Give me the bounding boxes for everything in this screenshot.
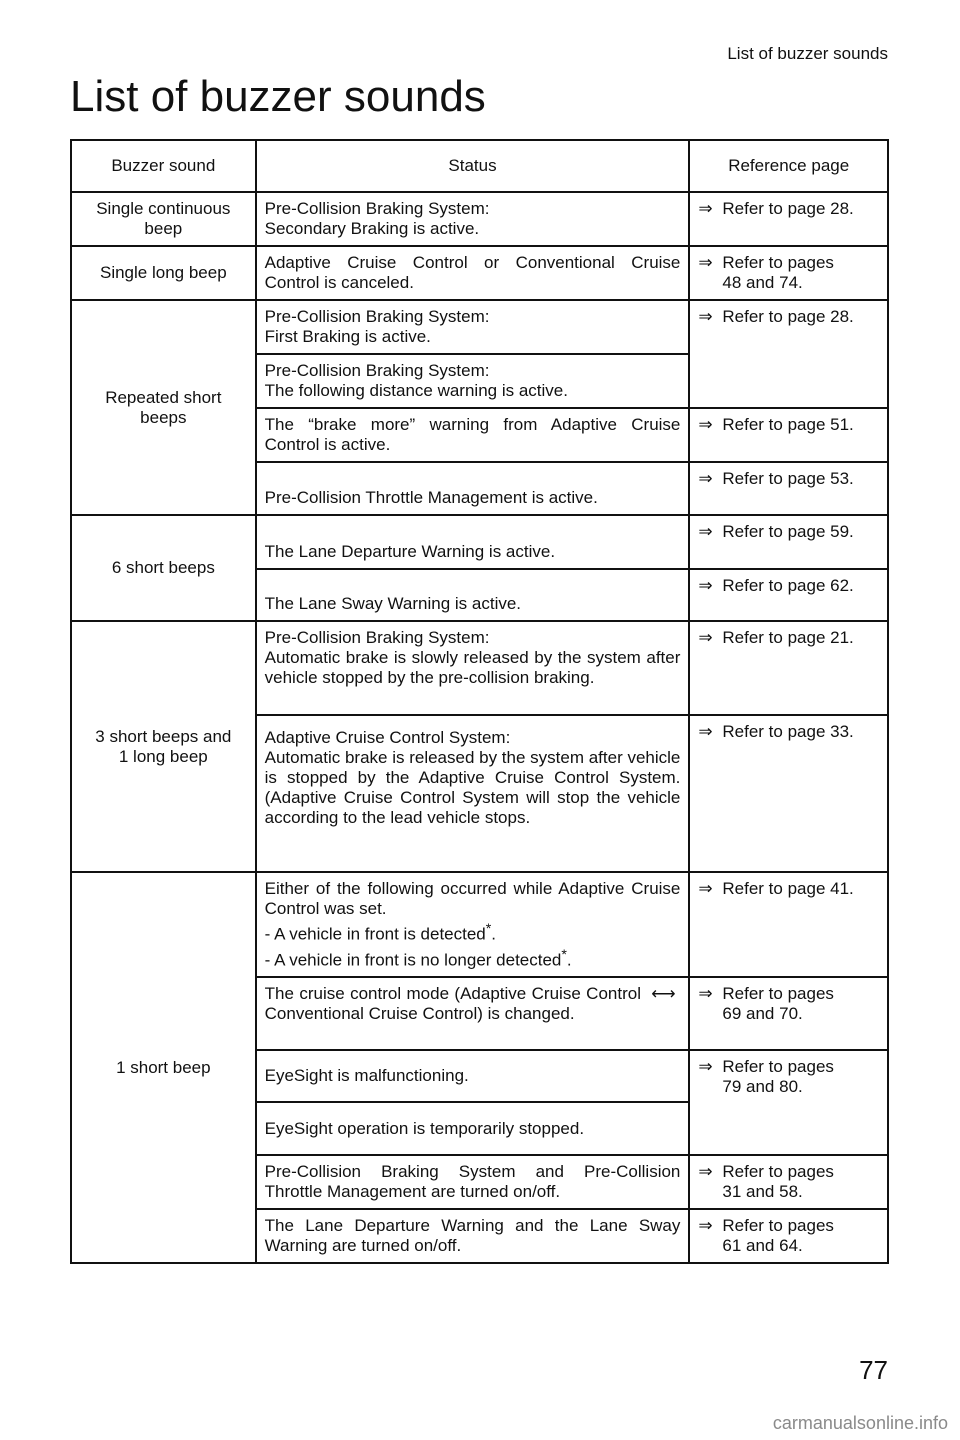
buzzer-sound-cell bbox=[71, 192, 256, 246]
buzzer-sound-cell bbox=[71, 872, 256, 1263]
status-cell bbox=[256, 246, 690, 300]
table-header-row bbox=[71, 140, 888, 192]
status-text: The Lane Departure Warning and the Lane Sway Warning are turned on/off. bbox=[264, 1216, 681, 1256]
status-cell: Either of the following occurred while Adaptive Cruise Control was set. - A vehicle in front is detected*. - A vehicle in front is no longer detected*. bbox=[256, 872, 690, 977]
reference-cell bbox=[689, 569, 888, 621]
reference-cell bbox=[689, 300, 888, 408]
arrow-icon: ⇒ bbox=[698, 469, 713, 488]
reference-cell bbox=[689, 1050, 888, 1155]
table-row bbox=[71, 246, 888, 300]
arrow-icon: ⇒ bbox=[698, 199, 713, 218]
status-cell bbox=[256, 408, 690, 462]
left-right-arrow-icon: ⟷ bbox=[651, 984, 676, 1004]
status-text: EyeSight is malfunctioning. bbox=[264, 1066, 469, 1086]
arrow-icon: ⇒ bbox=[698, 307, 713, 326]
status-cell bbox=[256, 1050, 690, 1102]
page-title: List of buzzer sounds bbox=[70, 72, 486, 121]
status-text: Pre-Collision Throttle Management is active. bbox=[264, 488, 598, 507]
buzzer-sound-text: Single continuous beep bbox=[96, 199, 231, 238]
reference-text: Refer to page 21. bbox=[722, 628, 854, 647]
arrow-icon: ⇒ bbox=[698, 253, 713, 272]
arrow-icon: ⇒ bbox=[698, 1057, 713, 1077]
reference-cell bbox=[689, 246, 888, 300]
buzzer-sound-cell bbox=[71, 300, 256, 515]
status-text: Adaptive Cruise Control or Conventional Cruise Control is canceled. bbox=[264, 253, 681, 292]
buzzer-sounds-table bbox=[70, 139, 889, 1264]
page-number: 77 bbox=[859, 1355, 888, 1385]
reference-text: Refer to page 59. bbox=[722, 522, 854, 541]
column-header-reference-page: Reference page bbox=[689, 140, 888, 192]
status-intro: Either of the following occurred while Adaptive Cruise Control was set. bbox=[264, 879, 681, 918]
reference-text: Refer to pages 31 and 58. bbox=[722, 1162, 834, 1202]
buzzer-sound-cell bbox=[71, 515, 256, 621]
status-cell bbox=[256, 300, 690, 354]
status-cell bbox=[256, 977, 690, 1050]
status-cell bbox=[256, 192, 690, 246]
arrow-icon: ⇒ bbox=[698, 984, 713, 1004]
reference-cell bbox=[689, 621, 888, 715]
status-text: Pre-Collision Braking System: First Braking is active. bbox=[264, 307, 490, 346]
reference-cell bbox=[689, 515, 888, 569]
reference-text: Refer to page 28. bbox=[722, 199, 854, 218]
status-item: - A vehicle in front is detected bbox=[264, 924, 486, 944]
table-row bbox=[71, 300, 888, 354]
status-cell bbox=[256, 515, 690, 569]
status-cell bbox=[256, 569, 690, 621]
reference-cell bbox=[689, 462, 888, 515]
buzzer-sound-text: 6 short beeps bbox=[111, 558, 215, 577]
table-row bbox=[71, 872, 888, 977]
buzzer-sound-text: Single long beep bbox=[99, 263, 227, 282]
status-text: EyeSight operation is temporarily stopped. bbox=[264, 1118, 585, 1138]
arrow-icon: ⇒ bbox=[698, 415, 713, 434]
reference-cell bbox=[689, 872, 888, 977]
arrow-icon: ⇒ bbox=[698, 576, 713, 595]
column-header-buzzer-sound: Buzzer sound bbox=[71, 140, 256, 192]
arrow-icon: ⇒ bbox=[698, 522, 713, 541]
reference-cell bbox=[689, 408, 888, 462]
reference-cell bbox=[689, 715, 888, 872]
arrow-icon: ⇒ bbox=[698, 722, 713, 741]
status-cell bbox=[256, 621, 690, 715]
status-cell bbox=[256, 715, 690, 872]
status-text: Pre-Collision Braking System: Secondary Braking is active. bbox=[264, 199, 490, 238]
reference-text: Refer to pages 69 and 70. bbox=[722, 984, 834, 1024]
reference-text: Refer to page 33. bbox=[722, 722, 854, 741]
watermark: carmanualsonline.info bbox=[772, 1413, 948, 1433]
table-row bbox=[71, 515, 888, 569]
column-header-status: Status bbox=[256, 140, 690, 192]
reference-text: Refer to page 51. bbox=[722, 415, 854, 434]
reference-cell bbox=[689, 1155, 888, 1209]
status-text: The Lane Departure Warning is active. bbox=[264, 542, 556, 561]
status-heading: Pre-Collision Braking System: bbox=[264, 628, 490, 647]
buzzer-sound-text: 3 short beeps and 1 long beep bbox=[95, 726, 232, 766]
status-text: Pre-Collision Braking System and Pre-Collision Throttle Management are turned on/off. bbox=[264, 1162, 681, 1202]
status-text: The cruise control mode (Adaptive Cruise Control bbox=[264, 984, 641, 1004]
arrow-icon: ⇒ bbox=[698, 879, 713, 898]
status-text: Conventional Cruise Control) is changed. bbox=[264, 1004, 575, 1024]
reference-text: Refer to page 53. bbox=[722, 469, 854, 488]
buzzer-sound-text: Repeated short beeps bbox=[105, 387, 222, 427]
status-text: Automatic brake is slowly released by the system after vehicle stopped by the pre-collision braking. bbox=[264, 648, 681, 687]
status-text: Automatic brake is released by the system after vehicle is stopped by the Adaptive Cruise Control System. (Adaptive Cruise Control System will stop the vehicle according to the lead vehicle stops. bbox=[264, 748, 681, 827]
status-cell bbox=[256, 1102, 690, 1155]
status-cell bbox=[256, 1155, 690, 1209]
status-item: - A vehicle in front is no longer detected bbox=[264, 950, 562, 970]
running-header: List of buzzer sounds bbox=[727, 44, 888, 63]
status-text: Pre-Collision Braking System: The following distance warning is active. bbox=[264, 361, 568, 400]
reference-text: Refer to pages 61 and 64. bbox=[722, 1216, 834, 1256]
reference-cell bbox=[689, 977, 888, 1050]
status-cell bbox=[256, 1209, 690, 1263]
arrow-icon: ⇒ bbox=[698, 1162, 713, 1182]
reference-text: Refer to pages 48 and 74. bbox=[722, 253, 834, 292]
footnote-mark: * bbox=[561, 946, 567, 963]
buzzer-sound-cell bbox=[71, 621, 256, 872]
arrow-icon: ⇒ bbox=[698, 1216, 713, 1236]
status-text: The Lane Sway Warning is active. bbox=[264, 594, 522, 613]
footnote-mark: * bbox=[485, 921, 492, 937]
status-cell bbox=[256, 462, 690, 515]
arrow-icon: ⇒ bbox=[698, 628, 713, 647]
reference-text: Refer to page 62. bbox=[722, 576, 854, 595]
buzzer-sound-cell bbox=[71, 246, 256, 300]
table-row bbox=[71, 192, 888, 246]
table-row bbox=[71, 621, 888, 715]
status-text: The “brake more” warning from Adaptive Cruise Control is active. bbox=[264, 415, 681, 454]
reference-text: Refer to page 41. bbox=[722, 879, 854, 898]
reference-cell bbox=[689, 192, 888, 246]
reference-cell bbox=[689, 1209, 888, 1263]
reference-text: Refer to pages 79 and 80. bbox=[722, 1057, 834, 1097]
buzzer-sound-text: 1 short beep bbox=[116, 1057, 211, 1077]
reference-text: Refer to page 28. bbox=[722, 307, 854, 326]
status-heading: Adaptive Cruise Control System: bbox=[264, 728, 511, 747]
status-cell bbox=[256, 354, 690, 408]
